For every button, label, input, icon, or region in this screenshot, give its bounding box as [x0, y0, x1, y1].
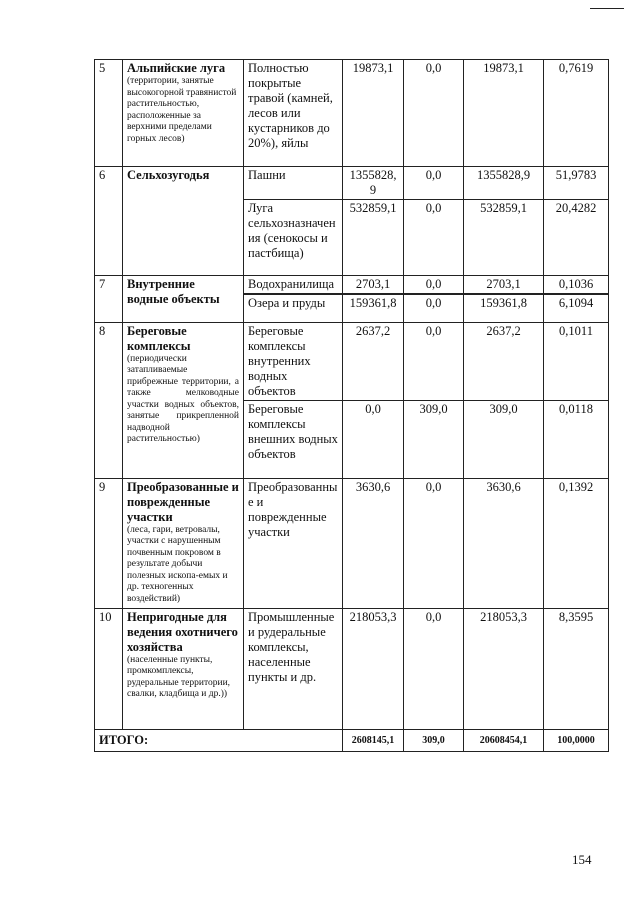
value-cell: 0,0 — [343, 400, 404, 478]
value-cell: 309,0 — [464, 400, 544, 478]
value-cell: 2637,2 — [464, 322, 544, 400]
value-cell: 0,0 — [404, 60, 464, 167]
value-cell: 1355828,9 — [464, 167, 544, 200]
land-type-cell: Береговые комплексы внутренних водных объектов — [244, 322, 343, 400]
value-cell: 1355828,9 — [343, 167, 404, 200]
total-value-cell: 20608454,1 — [464, 729, 544, 751]
category-description: (населенные пункты, промкомплексы, рудеральные территории, свалки, кладбища и др.)) — [127, 654, 231, 699]
percent-cell: 0,0118 — [544, 400, 609, 478]
value-cell: 0,0 — [404, 294, 464, 322]
category-title: Непригодные для ведения охотничего хозяйства — [127, 609, 238, 654]
land-type-cell: Береговые комплексы внешних водных объектов — [244, 400, 343, 478]
total-label: ИТОГО: — [95, 729, 343, 751]
category-title: Альпийские луга — [127, 61, 226, 75]
total-value-cell: 2608145,1 — [343, 729, 404, 751]
category-description: (леса, гари, ветровалы, участки с нарушенным почвенным покровом в результате добычи полезных ископа-емых и др. техногенных воздействий) — [127, 524, 228, 604]
value-cell: 0,0 — [404, 478, 464, 608]
land-type-cell: Промышленные и рудеральные комплексы, населенные пункты и др. — [244, 608, 343, 729]
value-cell: 19873,1 — [464, 60, 544, 167]
category-title: Сельхозугодья — [127, 168, 210, 182]
land-type-cell: Преобразованные и поврежденные участки — [244, 478, 343, 608]
land-type-cell: Озера и пруды — [244, 294, 343, 322]
table-row — [95, 60, 609, 167]
category-cell — [123, 167, 244, 276]
value-cell: 218053,3 — [343, 608, 404, 729]
table-row — [95, 322, 609, 400]
row-index: 9 — [95, 478, 123, 608]
land-category-table — [94, 59, 609, 752]
category-cell — [123, 608, 244, 729]
value-cell: 2703,1 — [343, 276, 404, 295]
value-cell: 309,0 — [404, 400, 464, 478]
category-title: Внутренние водные объекты — [127, 277, 220, 306]
percent-cell: 0,1011 — [544, 322, 609, 400]
value-cell: 2703,1 — [464, 276, 544, 295]
row-index: 10 — [95, 608, 123, 729]
category-title: Береговые комплексы — [127, 323, 191, 353]
table-row — [95, 276, 609, 295]
land-type-cell: Водохранилища — [244, 276, 343, 295]
category-cell — [123, 322, 244, 478]
value-cell: 2637,2 — [343, 322, 404, 400]
row-index: 5 — [95, 60, 123, 167]
category-cell — [123, 276, 244, 323]
table-row — [95, 167, 609, 200]
category-cell — [123, 60, 244, 167]
value-cell: 0,0 — [404, 608, 464, 729]
percent-cell: 6,1094 — [544, 294, 609, 322]
total-value-cell: 309,0 — [404, 729, 464, 751]
row-index: 7 — [95, 276, 123, 323]
category-cell — [123, 478, 244, 608]
row-index: 8 — [95, 322, 123, 478]
value-cell: 159361,8 — [464, 294, 544, 322]
value-cell: 0,0 — [404, 200, 464, 276]
value-cell: 3630,6 — [464, 478, 544, 608]
percent-cell: 8,3595 — [544, 608, 609, 729]
percent-cell: 51,9783 — [544, 167, 609, 200]
percent-cell: 0,7619 — [544, 60, 609, 167]
total-row — [95, 729, 609, 751]
land-type-cell: Пашни — [244, 167, 343, 200]
value-cell: 218053,3 — [464, 608, 544, 729]
table-row — [95, 608, 609, 729]
percent-cell: 20,4282 — [544, 200, 609, 276]
total-percent-cell: 100,0000 — [544, 729, 609, 751]
table-row — [95, 478, 609, 608]
percent-cell: 0,1392 — [544, 478, 609, 608]
corner-rule — [590, 8, 624, 9]
value-cell: 3630,6 — [343, 478, 404, 608]
value-cell: 19873,1 — [343, 60, 404, 167]
value-cell: 0,0 — [404, 276, 464, 295]
value-cell: 532859,1 — [343, 200, 404, 276]
percent-cell: 0,1036 — [544, 276, 609, 295]
category-description: (периодически затапливаемые прибрежные территории, а также мелководные участки водных объектов, занятые прикрепленной надводной растительностью) — [127, 353, 239, 444]
category-title: Преобразованные и поврежденные участки — [127, 479, 239, 524]
row-index: 6 — [95, 167, 123, 276]
land-type-cell: Полностью покрытые травой (камней, лесов или кустарников до 20%), яйлы — [244, 60, 343, 167]
value-cell: 159361,8 — [343, 294, 404, 322]
category-description: (территории, занятые высокогорной травянистой растительностью, расположенные за верхними пределами горных лесов) — [127, 76, 237, 144]
value-cell: 0,0 — [404, 322, 464, 400]
value-cell: 0,0 — [404, 167, 464, 200]
land-type-cell: Луга сельхозназначения (сенокосы и пастбища) — [244, 200, 343, 276]
page-number: 154 — [572, 852, 592, 867]
value-cell: 532859,1 — [464, 200, 544, 276]
